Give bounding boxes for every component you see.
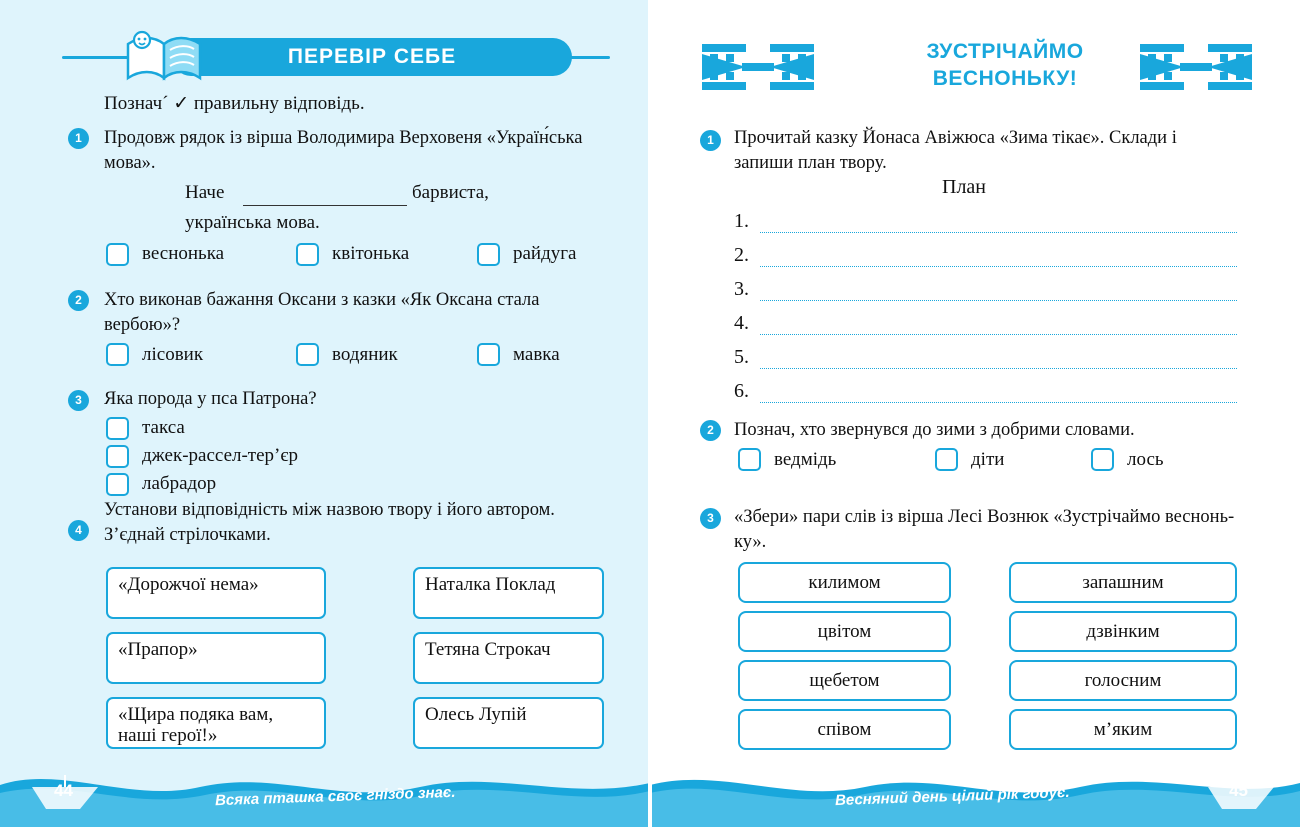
task-1-fill-suffix: барвиста,	[412, 182, 489, 203]
task-3-text: Яка порода у пса Патрона?	[104, 389, 317, 409]
open-book-icon	[120, 30, 210, 86]
task-3-option-3: лабрадор	[142, 473, 217, 494]
task-2-option-3: мавка	[513, 344, 560, 365]
task-3-option-1: такса	[142, 417, 185, 438]
task-1-option-1: веснонька	[142, 243, 225, 264]
task-4-right-item-1[interactable]: Наталка Поклад	[413, 567, 604, 619]
plan-heading: План	[942, 176, 987, 198]
task-4-left-item-1[interactable]: «Дорожчої нема»	[106, 567, 326, 619]
right-page	[650, 0, 1300, 827]
word-pair-right-3[interactable]: голосним	[1009, 660, 1237, 701]
embroidery-ornament-left-icon	[698, 36, 818, 98]
r-task-number-1: 1	[700, 130, 721, 151]
r-task-number-3: 3	[700, 508, 721, 529]
task-2-option-2: водяник	[332, 344, 398, 365]
plan-item-line-3[interactable]	[760, 300, 1237, 301]
task-1-fill-prefix: Наче	[185, 182, 225, 203]
plan-item-line-1[interactable]	[760, 232, 1237, 233]
right-page-title: ЗУСТРІЧАЙМО ВЕСНОНЬКУ!	[926, 40, 1084, 90]
r-task-3-text: «Збери» пари слів із вірша Лесі Вознюк «Зустрічаймо весноньку».	[734, 507, 1235, 552]
plan-item-number-3: 3.	[734, 278, 749, 300]
right-page-number: 45	[1229, 781, 1248, 800]
task-1-fill-second-line: українська мова.	[185, 212, 320, 233]
task-1-checkbox-2[interactable]	[296, 243, 319, 266]
task-number-1: 1	[68, 128, 89, 149]
task-4-left-item-3[interactable]: «Щира подяка вам, наші герої!»	[106, 697, 326, 749]
plan-item-number-1: 1.	[734, 210, 749, 232]
r-task-1-text: Прочитай казку Йонаса Авіжюса «Зима тікає». Склади і запиши план твору.	[734, 128, 1177, 173]
task-1-checkbox-3[interactable]	[477, 243, 500, 266]
plan-item-line-6[interactable]	[760, 402, 1237, 403]
task-3-checkbox-2[interactable]	[106, 445, 129, 468]
plan-item-number-6: 6.	[734, 380, 749, 402]
task-1-text: Продовж рядок із вірша Володимира Верховеня «Україн́ська мова».	[104, 128, 583, 173]
word-pair-left-3[interactable]: щебетом	[738, 660, 951, 701]
task-1-blank[interactable]	[243, 205, 407, 206]
plan-item-number-5: 5.	[734, 346, 749, 368]
r-task-2-option-2: діти	[971, 449, 1005, 470]
right-page-proverb: Весняний день цілий рік годує.	[834, 783, 1070, 810]
left-page-proverb: Всяка пташка своє гніздо знає.	[214, 783, 456, 810]
left-page-instruction: Позначˊ ✓ правильну відповідь.	[104, 93, 365, 114]
task-number-4: 4	[68, 520, 89, 541]
task-number-2: 2	[68, 290, 89, 311]
task-1-option-2: квітонька	[332, 243, 410, 264]
r-task-2-text: Познач, хто звернувся до зими з добрими словами.	[734, 420, 1135, 440]
word-pair-left-4[interactable]: співом	[738, 709, 951, 750]
plan-item-line-5[interactable]	[760, 368, 1237, 369]
page-gutter	[648, 0, 652, 827]
task-2-checkbox-1[interactable]	[106, 343, 129, 366]
task-3-option-2: джек-рассел-тер’єр	[142, 445, 299, 466]
plan-item-line-2[interactable]	[760, 266, 1237, 267]
r-task-2-checkbox-3[interactable]	[1091, 448, 1114, 471]
r-task-2-option-1: ведмідь	[774, 449, 837, 470]
task-1-option-3: райдуга	[513, 243, 577, 264]
left-page-banner	[62, 38, 610, 78]
task-4-text: Установи відповідність між назвою твору і його автором. З’єднай стрілочками.	[104, 500, 555, 545]
task-4-left-item-2[interactable]: «Прапор»	[106, 632, 326, 684]
task-2-text: Хто виконав бажання Оксани з казки «Як Оксана стала вербою»?	[104, 290, 540, 335]
word-pair-right-1[interactable]: запашним	[1009, 562, 1237, 603]
left-page-title: ПЕРЕВІР СЕБЕ	[287, 45, 457, 68]
task-4-right-item-3[interactable]: Олесь Лупій	[413, 697, 604, 749]
plan-item-number-2: 2.	[734, 244, 749, 266]
r-task-number-2: 2	[700, 420, 721, 441]
plan-item-line-4[interactable]	[760, 334, 1237, 335]
task-2-checkbox-3[interactable]	[477, 343, 500, 366]
task-2-option-1: лісовик	[142, 344, 204, 365]
r-task-2-checkbox-2[interactable]	[935, 448, 958, 471]
left-page-number: 44	[54, 781, 73, 800]
word-pair-right-2[interactable]: дзвінким	[1009, 611, 1237, 652]
word-pair-right-4[interactable]: м’яким	[1009, 709, 1237, 750]
task-3-checkbox-3[interactable]	[106, 473, 129, 496]
task-number-3: 3	[68, 390, 89, 411]
r-task-2-option-3: лось	[1127, 449, 1164, 470]
r-task-2-checkbox-1[interactable]	[738, 448, 761, 471]
word-pair-left-1[interactable]: килимом	[738, 562, 951, 603]
task-3-checkbox-1[interactable]	[106, 417, 129, 440]
embroidery-ornament-right-icon	[1136, 36, 1256, 98]
task-4-right-item-2[interactable]: Тетяна Строкач	[413, 632, 604, 684]
word-pair-left-2[interactable]: цвітом	[738, 611, 951, 652]
task-1-checkbox-1[interactable]	[106, 243, 129, 266]
plan-item-number-4: 4.	[734, 312, 749, 334]
task-2-checkbox-2[interactable]	[296, 343, 319, 366]
